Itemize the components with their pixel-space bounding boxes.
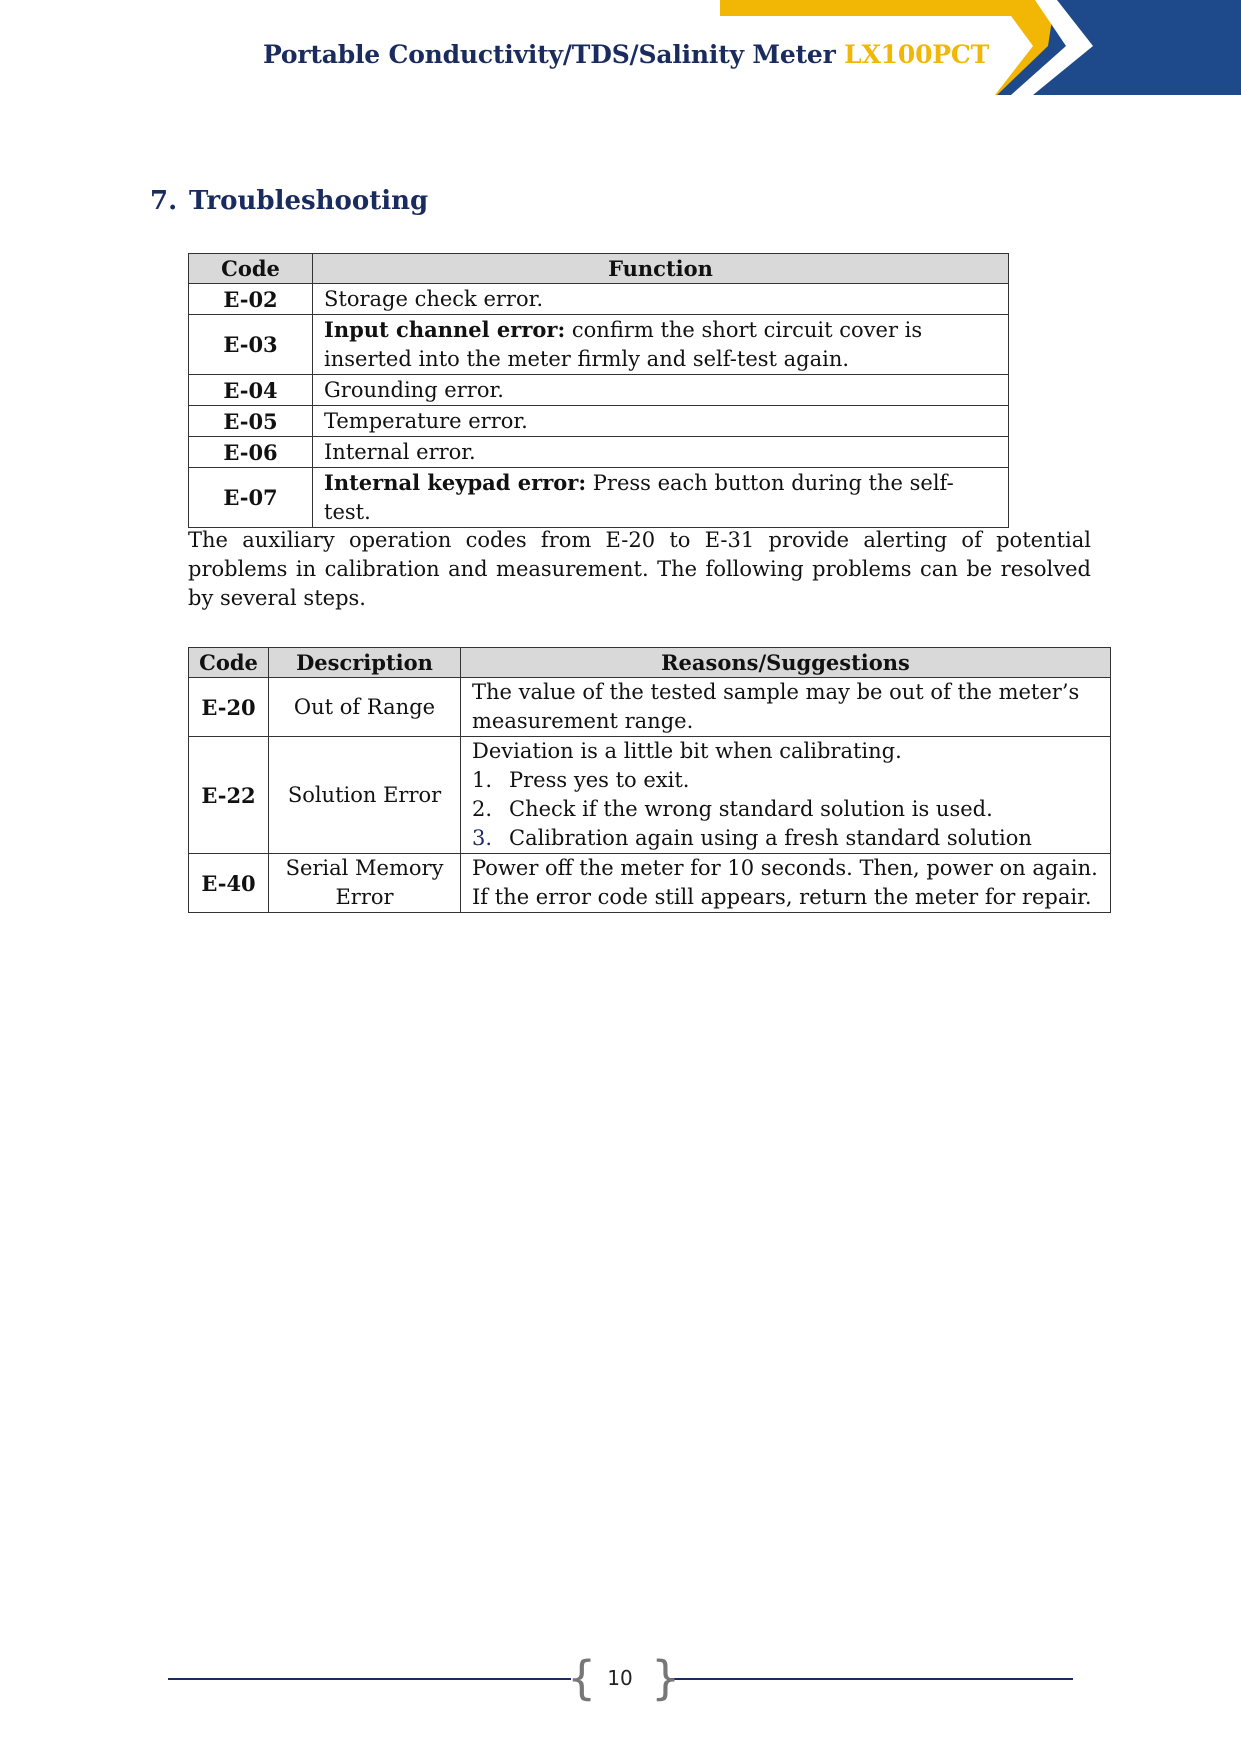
- table-row: [189, 375, 1009, 406]
- table-row: [189, 315, 1009, 375]
- function-bold-label: Input channel error:: [324, 317, 566, 342]
- section-title: Troubleshooting: [189, 186, 429, 216]
- reason-cell: Power off the meter for 10 seconds. Then, power on again. If the error code still appears, return the meter for repair.: [461, 854, 1111, 913]
- reason-cell: [461, 737, 1111, 854]
- error-code-cell: E-22: [189, 737, 269, 854]
- page-number: 10: [607, 1666, 633, 1690]
- error-code-cell: E-07: [189, 468, 313, 528]
- list-item: [472, 795, 1099, 824]
- function-text: confirm the short circuit cover is inserted into the meter firmly and self-test again.: [324, 318, 923, 371]
- function-cell: [313, 315, 1009, 375]
- auxiliary-code-table: [188, 647, 1111, 913]
- column-header-function: Function: [313, 254, 1009, 284]
- list-text: Calibration again using a fresh standard solution: [509, 826, 1032, 850]
- list-text: Check if the wrong standard solution is used.: [509, 797, 993, 821]
- column-header-code: Code: [189, 648, 269, 678]
- column-header-code: Code: [189, 254, 313, 284]
- table-row: [189, 854, 1111, 913]
- section-number: 7.: [150, 186, 178, 216]
- list-number: 3.: [472, 826, 493, 850]
- table-row: [189, 284, 1009, 315]
- error-code-cell: E-05: [189, 406, 313, 437]
- list-text: Press yes to exit.: [509, 768, 690, 792]
- footer-rule-right: [667, 1678, 1073, 1680]
- reason-cell: The value of the tested sample may be out of the meter’s measurement range.: [461, 678, 1111, 737]
- function-cell: [313, 406, 1009, 437]
- function-text: Grounding error.: [324, 378, 504, 402]
- error-code-cell: E-04: [189, 375, 313, 406]
- table-row: [189, 737, 1111, 854]
- header-model-number: LX100PCT: [844, 40, 989, 69]
- table-row: [189, 468, 1009, 528]
- description-cell: Serial Memory Error: [269, 854, 461, 913]
- section-heading: [150, 186, 428, 216]
- table-row: [189, 678, 1111, 737]
- table-row: [189, 437, 1009, 468]
- function-cell: [313, 437, 1009, 468]
- error-code-cell: E-40: [189, 854, 269, 913]
- auxiliary-codes-paragraph: The auxiliary operation codes from E-20 to E-31 provide alerting of potential problems in calibration and measurement. The following problems can be resolved by several steps.: [188, 528, 1091, 610]
- list-number: 1.: [472, 768, 493, 792]
- error-code-table: [188, 253, 1009, 528]
- header-product-name: Portable Conductivity/TDS/Salinity Meter: [263, 40, 836, 69]
- table-header-row: [189, 254, 1009, 284]
- footer-rule-left: [168, 1678, 571, 1680]
- list-number: 2.: [472, 797, 493, 821]
- function-cell: [313, 284, 1009, 315]
- list-item: [472, 766, 1099, 795]
- table-row: [189, 406, 1009, 437]
- header-chevron-graphic: [715, 0, 1241, 100]
- function-text: Storage check error.: [324, 287, 544, 311]
- function-text: Internal error.: [324, 440, 476, 464]
- error-code-cell: E-06: [189, 437, 313, 468]
- table-header-row: [189, 648, 1111, 678]
- function-cell: [313, 468, 1009, 528]
- function-bold-label: Internal keypad error:: [324, 470, 587, 495]
- function-text: Temperature error.: [324, 409, 528, 433]
- error-code-cell: E-20: [189, 678, 269, 737]
- error-code-cell: E-03: [189, 315, 313, 375]
- list-item: [472, 824, 1099, 853]
- left-brace-icon: {: [567, 1651, 597, 1705]
- right-brace-icon: }: [651, 1651, 681, 1705]
- function-text: Press each button during the self-test.: [324, 471, 954, 524]
- description-cell: Out of Range: [269, 678, 461, 737]
- function-cell: [313, 375, 1009, 406]
- column-header-reasons: Reasons/Suggestions: [461, 648, 1111, 678]
- error-code-cell: E-02: [189, 284, 313, 315]
- column-header-description: Description: [269, 648, 461, 678]
- reason-intro: Deviation is a little bit when calibrating.: [472, 739, 902, 763]
- description-cell: Solution Error: [269, 737, 461, 854]
